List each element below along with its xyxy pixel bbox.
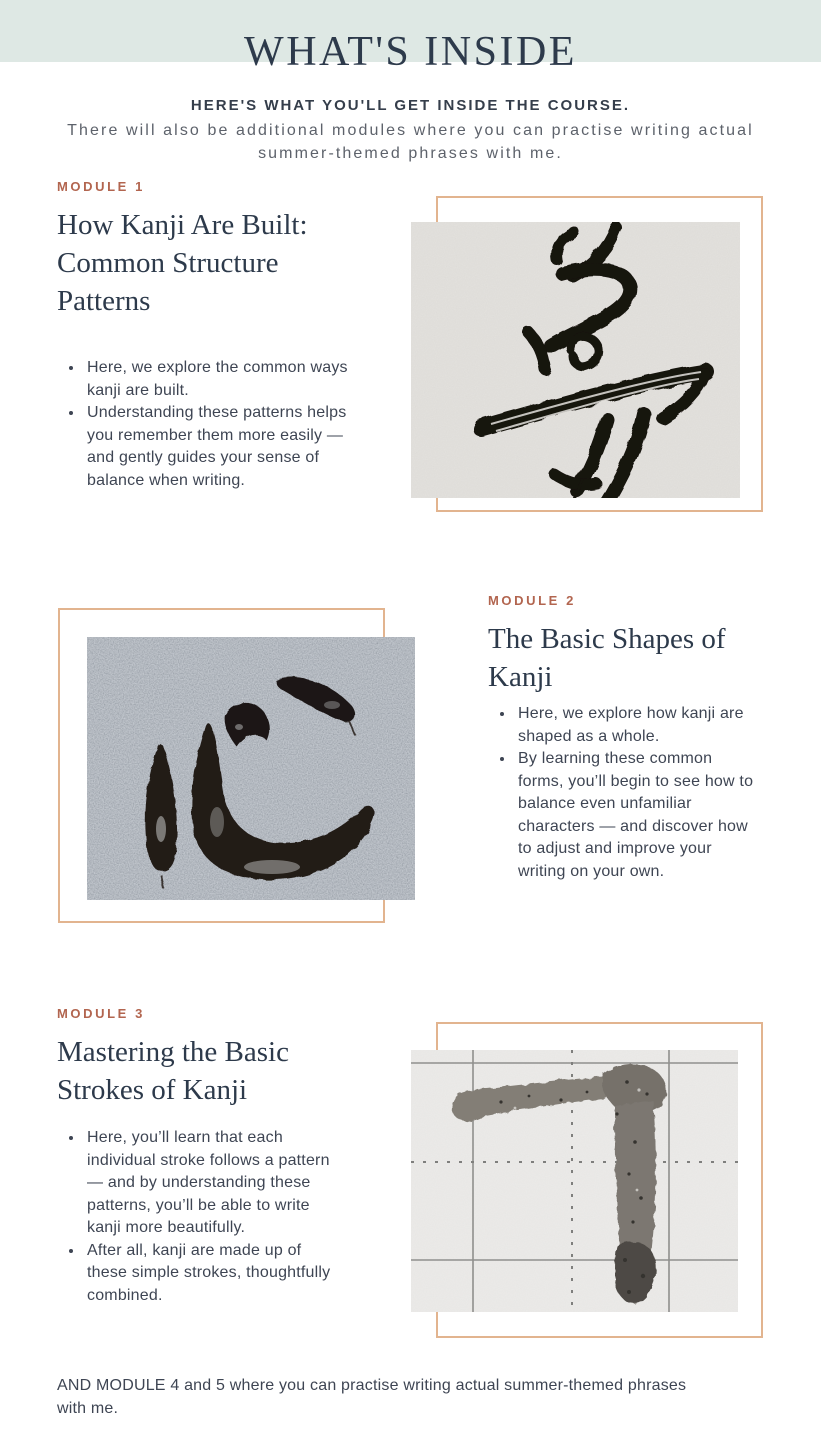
footer-note: AND MODULE 4 and 5 where you can practise writing actual summer-themed phrases with me. bbox=[57, 1377, 687, 1417]
module1-bullet-list bbox=[57, 357, 356, 492]
module1-label: MODULE 1 bbox=[57, 179, 145, 194]
bullet-item: • By learning these common forms, you’ll begin to see how to balance even unfamiliar characters — and discover how to adjust and improve your writing on your own. bbox=[515, 748, 755, 883]
kanji-kokoro-stone-photo bbox=[87, 637, 415, 900]
module2-title: The Basic Shapes of Kanji bbox=[488, 623, 726, 693]
bullet-item: • Understanding these patterns helps you remember them more easily — and gently guides your sense of balance when writing. bbox=[84, 402, 356, 492]
module3-label: MODULE 3 bbox=[57, 1006, 145, 1021]
module2-image-composition bbox=[58, 608, 418, 923]
bullet-item: • After all, kanji are made up of these simple strokes, thoughtfully combined. bbox=[84, 1240, 346, 1308]
section-subtitle: HERE'S WHAT YOU'LL GET INSIDE THE COURSE. bbox=[190, 97, 631, 114]
page-title: WHAT'S INSIDE bbox=[244, 29, 577, 75]
module1-image-composition bbox=[411, 195, 765, 515]
bullet-item: • Here, we explore how kanji are shaped as a whole. bbox=[515, 703, 755, 748]
bullet-item: • Here, we explore the common ways kanji are built. bbox=[84, 357, 356, 402]
bullet-item: • Here, you’ll learn that each individual stroke follows a pattern — and by understanding these patterns, you’ll be able to write kanji more beautifully. bbox=[84, 1127, 346, 1240]
module2-bullet-list bbox=[488, 703, 755, 883]
module3-title: Mastering the Basic Strokes of Kanji bbox=[57, 1036, 289, 1106]
kanji-yume-calligraphy-photo bbox=[411, 222, 740, 498]
section-description: There will also be additional modules where you can practise writing actual summer-themed phrases with me. bbox=[67, 122, 754, 162]
module3-image-composition bbox=[411, 1022, 765, 1342]
brush-stroke-grid-photo bbox=[411, 1050, 738, 1312]
module1-title: How Kanji Are Built: Common Structure Patterns bbox=[57, 209, 308, 317]
module2-label: MODULE 2 bbox=[488, 593, 576, 608]
module3-bullet-list bbox=[57, 1127, 346, 1307]
